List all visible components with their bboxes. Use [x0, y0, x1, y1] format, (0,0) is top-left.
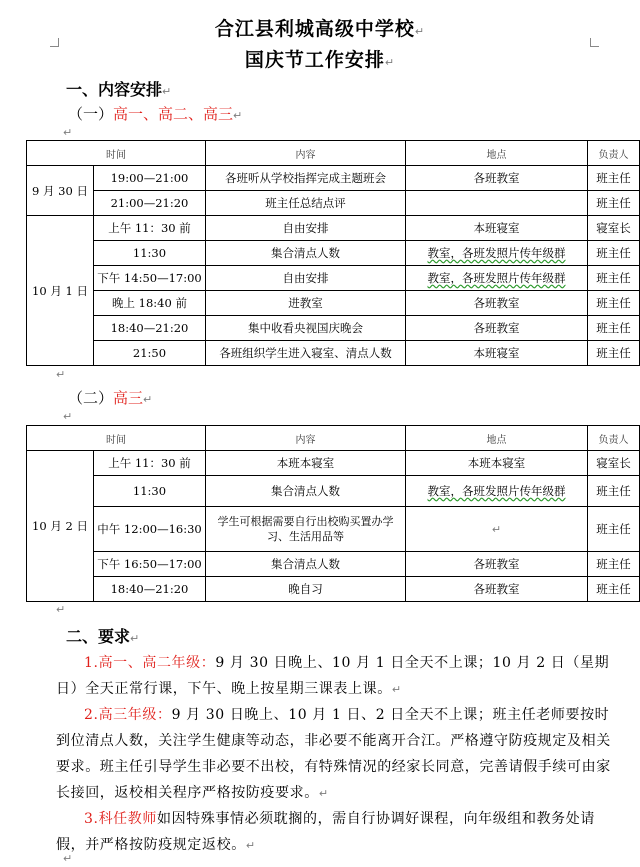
owner-cell: 班主任 [588, 552, 640, 577]
content-cell: 学生可根据需要自行出校购买置办学习、生活用品等 [206, 507, 406, 552]
owner-cell: 班主任 [588, 241, 640, 266]
place-cell: 本班寝室 [406, 341, 588, 366]
time-cell: 18:40—21:20 [94, 577, 206, 602]
time-cell: 下午 16:50—17:00 [94, 552, 206, 577]
content-cell: 班主任总结点评 [206, 191, 406, 216]
doc-subtitle: 国庆节工作安排↵ [244, 49, 396, 71]
owner-cell: 寝室长 [588, 216, 640, 241]
section-heading-1: 一、内容安排↵ [66, 80, 172, 99]
header-content: 内容 [206, 141, 406, 166]
owner-cell: 班主任 [588, 507, 640, 552]
subsection-heading-1: （一）高一、高二、高三↵ [68, 105, 243, 123]
owner-cell: 班主任 [588, 341, 640, 366]
place-cell [406, 241, 588, 266]
place-cell [406, 476, 588, 507]
schedule-table-2 [26, 425, 640, 602]
paragraph-mark: ↵ [63, 852, 73, 865]
header-owner: 负责人 [588, 141, 640, 166]
content-cell: 自由安排 [206, 266, 406, 291]
place-cell [406, 266, 588, 291]
content-cell: 晚自习 [206, 577, 406, 602]
content-cell: 各班听从学校指挥完成主题班会 [206, 166, 406, 191]
doc-title: 合江县利城高级中学校↵ [214, 18, 426, 40]
place-cell: 各班教室 [406, 291, 588, 316]
time-cell: 11:30 [94, 241, 206, 266]
time-cell: 11:30 [94, 476, 206, 507]
schedule-table-1 [26, 140, 640, 366]
time-cell: 下午 14:50—17:00 [94, 266, 206, 291]
section-heading-2: 二、要求↵ [66, 627, 140, 646]
table-header-row [27, 141, 640, 166]
date-cell: 10 月 1 日 [27, 216, 94, 366]
date-cell: 10 月 2 日 [27, 451, 94, 602]
place-text: 教室，各班发照片传年级群 [427, 271, 566, 285]
header-owner: 负责人 [588, 426, 640, 451]
table-row [27, 266, 640, 291]
place-cell: 本班寝室 [406, 216, 588, 241]
place-cell: 各班教室 [406, 316, 588, 341]
content-cell: 集中收看央视国庆晚会 [206, 316, 406, 341]
content-cell: 进教室 [206, 291, 406, 316]
table-row [27, 291, 640, 316]
table-row [27, 451, 640, 476]
place-text: 教室，各班发照片传年级群 [427, 246, 566, 260]
time-cell: 18:40—21:20 [94, 316, 206, 341]
table-row [27, 507, 640, 552]
paragraph-mark: ↵ [56, 603, 66, 616]
requirement-paragraph-2: 2.高三年级：9 月 30 日晚上、10 月 1 日、2 日全天不上课；班主任老师要按时到位清点人数，关注学生健康等动态，非必要不能离开合江。严格遵守防疫规定及相关要求。班主任引导学生非必要不出校，有特殊情况的经家长同意，完善请假手续可由家长接回，返校相关程序严格按防疫要求。↵ [56, 707, 611, 801]
date-cell: 9 月 30 日 [27, 166, 94, 216]
place-cell: 各班教室 [406, 552, 588, 577]
paragraph-mark: ↵ [63, 410, 73, 423]
content-cell: 本班本寝室 [206, 451, 406, 476]
place-cell: 各班教室 [406, 577, 588, 602]
table-row [27, 191, 640, 216]
owner-cell: 班主任 [588, 476, 640, 507]
owner-cell: 班主任 [588, 577, 640, 602]
requirement-paragraph-1: 1.高一、高二年级：9 月 30 日晚上、10 月 1 日全天不上课；10 月 2 日（星期日）全天正常行课，下午、晚上按星期三课表上课。↵ [56, 655, 610, 697]
content-cell: 各班组织学生进入寝室、清点人数 [206, 341, 406, 366]
header-place: 地点 [406, 141, 588, 166]
time-cell: 21:50 [94, 341, 206, 366]
time-cell: 21:00—21:20 [94, 191, 206, 216]
place-cell: ↵ [406, 507, 588, 552]
header-time: 时间 [27, 426, 206, 451]
place-text: 教室，各班发照片传年级群 [427, 484, 566, 498]
table-row [27, 476, 640, 507]
time-cell: 中午 12:00—16:30 [94, 507, 206, 552]
content-cell: 集合清点人数 [206, 241, 406, 266]
table-row [27, 341, 640, 366]
owner-cell: 班主任 [588, 291, 640, 316]
owner-cell: 班主任 [588, 266, 640, 291]
header-content: 内容 [206, 426, 406, 451]
table-header-row [27, 426, 640, 451]
place-cell: 各班教室 [406, 166, 588, 191]
time-cell: 上午 11：30 前 [94, 451, 206, 476]
table-row [27, 216, 640, 241]
place-cell [406, 191, 588, 216]
content-cell: 集合清点人数 [206, 476, 406, 507]
content-cell: 集合清点人数 [206, 552, 406, 577]
requirement-paragraph-3: 3.科任教师如因特殊事情必须耽搁的，需自行协调好课程，向年级组和教务处请假，并严格按防疫规定返校。↵ [56, 811, 595, 853]
owner-cell: 班主任 [588, 166, 640, 191]
owner-cell: 寝室长 [588, 451, 640, 476]
paragraph-mark: ↵ [56, 368, 66, 381]
time-cell: 上午 11：30 前 [94, 216, 206, 241]
content-cell: 自由安排 [206, 216, 406, 241]
table-row [27, 316, 640, 341]
table-row [27, 577, 640, 602]
time-cell: 19:00—21:00 [94, 166, 206, 191]
owner-cell: 班主任 [588, 191, 640, 216]
place-cell: 本班本寝室 [406, 451, 588, 476]
time-cell: 晚上 18:40 前 [94, 291, 206, 316]
table-row [27, 241, 640, 266]
owner-cell: 班主任 [588, 316, 640, 341]
header-time: 时间 [27, 141, 206, 166]
header-place: 地点 [406, 426, 588, 451]
subsection-heading-2: （二）高三↵ [68, 389, 153, 407]
table-row [27, 166, 640, 191]
paragraph-mark: ↵ [63, 126, 73, 139]
table-row [27, 552, 640, 577]
